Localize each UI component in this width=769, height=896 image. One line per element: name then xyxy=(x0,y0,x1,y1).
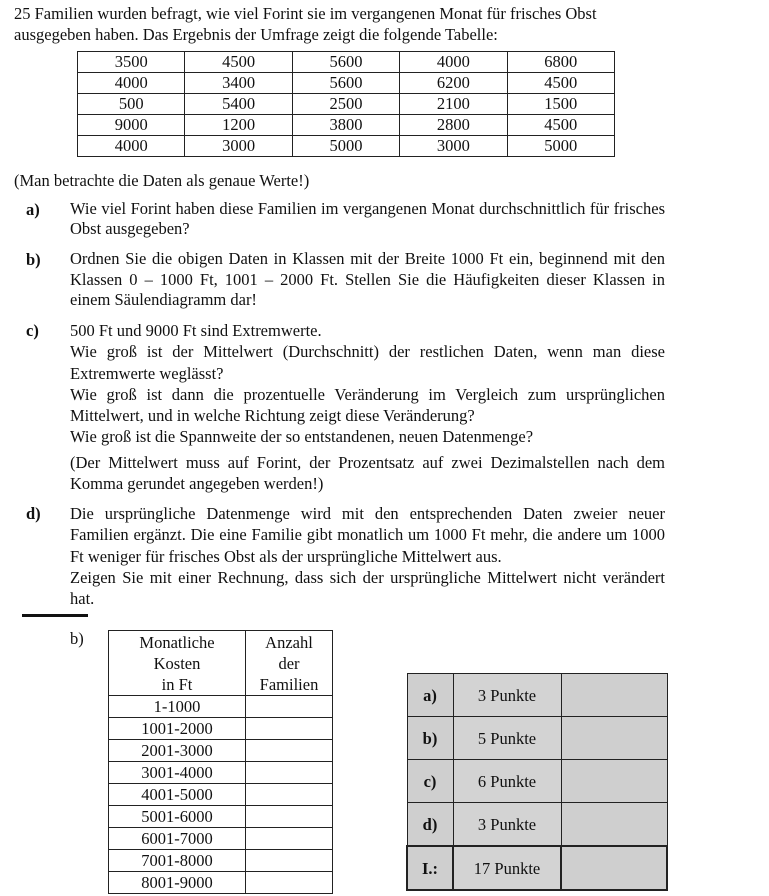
data-table-cell: 3800 xyxy=(292,115,399,136)
class-range-cell: 8001-9000 xyxy=(109,872,246,894)
points-scored-cell[interactable] xyxy=(561,674,667,717)
data-note: (Man betrachte die Daten als genaue Werte!) xyxy=(14,171,310,190)
family-count-cell[interactable] xyxy=(246,850,333,872)
data-table-cell: 5000 xyxy=(507,136,614,157)
points-max-value: 6 Punkte xyxy=(453,760,561,803)
header-costs-line-1: Monatliche xyxy=(139,633,215,652)
question-a-text: Wie viel Forint haben diese Familien im vergangenen Monat durchschnittlich für frisches Obst ausgegeben? xyxy=(70,199,665,238)
data-table-cell: 9000 xyxy=(78,115,185,136)
header-count-line-3: Familien xyxy=(259,675,319,694)
points-max-value: 5 Punkte xyxy=(453,717,561,760)
data-table-cell: 5400 xyxy=(185,94,292,115)
class-range-cell: 2001-3000 xyxy=(109,740,246,762)
data-table-cell: 5000 xyxy=(292,136,399,157)
frequency-table-row xyxy=(109,740,333,762)
points-part-label: b) xyxy=(407,717,453,760)
question-c-para-3: Wie groß ist dann die prozentuelle Veränderung im Vergleich zum ursprünglichen Mittelwert, und in welche Richtung zeigt diese Veränderung? xyxy=(70,384,665,426)
data-table-cell: 6800 xyxy=(507,52,614,73)
data-table-cell: 3400 xyxy=(185,73,292,94)
points-scored-cell[interactable] xyxy=(561,760,667,803)
frequency-table-row xyxy=(109,718,333,740)
answer-b-label: b) xyxy=(70,629,84,648)
class-range-cell: 7001-8000 xyxy=(109,850,246,872)
data-table-cell: 4000 xyxy=(78,136,185,157)
frequency-table-row xyxy=(109,784,333,806)
data-table xyxy=(77,51,615,157)
points-table-row xyxy=(407,846,667,890)
class-range-cell: 3001-4000 xyxy=(109,762,246,784)
family-count-cell[interactable] xyxy=(246,872,333,894)
question-c-letter: c) xyxy=(26,321,39,340)
family-count-cell[interactable] xyxy=(246,696,333,718)
section-divider xyxy=(22,614,88,617)
data-table-row xyxy=(78,73,615,94)
header-costs xyxy=(109,631,246,696)
points-scored-cell[interactable] xyxy=(561,803,667,847)
points-scored-cell[interactable] xyxy=(561,717,667,760)
data-table-cell: 4500 xyxy=(507,115,614,136)
family-count-cell[interactable] xyxy=(246,718,333,740)
points-table-row xyxy=(407,803,667,847)
data-table-cell: 1200 xyxy=(185,115,292,136)
points-table xyxy=(406,673,668,891)
header-count xyxy=(246,631,333,696)
data-table-row xyxy=(78,52,615,73)
header-costs-line-2: Kosten xyxy=(153,654,201,673)
data-table-cell: 5600 xyxy=(292,52,399,73)
data-table-cell: 1500 xyxy=(507,94,614,115)
intro-line-2: ausgegeben haben. Das Ergebnis der Umfrage zeigt die folgende Tabelle: xyxy=(14,25,498,44)
data-table-cell: 4500 xyxy=(507,73,614,94)
intro-line-1: 25 Familien wurden befragt, wie viel Forint sie im vergangenen Monat für frisches Obst xyxy=(14,4,597,23)
frequency-table xyxy=(108,630,333,894)
header-count-line-2: der xyxy=(278,654,300,673)
family-count-cell[interactable] xyxy=(246,784,333,806)
data-table-row xyxy=(78,136,615,157)
data-table-cell: 2800 xyxy=(400,115,507,136)
points-scored-cell[interactable] xyxy=(561,846,667,890)
frequency-table-row xyxy=(109,850,333,872)
data-table-row xyxy=(78,115,615,136)
frequency-table-header xyxy=(109,631,333,696)
points-table-row xyxy=(407,717,667,760)
data-table-cell: 500 xyxy=(78,94,185,115)
class-range-cell: 6001-7000 xyxy=(109,828,246,850)
data-table-cell: 3000 xyxy=(185,136,292,157)
data-table-cell: 4000 xyxy=(78,73,185,94)
points-part-label: d) xyxy=(407,803,453,847)
frequency-table-row xyxy=(109,806,333,828)
data-table-cell: 4500 xyxy=(185,52,292,73)
points-max-value: 17 Punkte xyxy=(453,846,561,890)
question-c-line-4: Wie groß ist die Spannweite der so entstandenen, neuen Datenmenge? xyxy=(70,427,534,447)
class-range-cell: 4001-5000 xyxy=(109,784,246,806)
data-table-row xyxy=(78,94,615,115)
family-count-cell[interactable] xyxy=(246,762,333,784)
points-max-value: 3 Punkte xyxy=(453,674,561,717)
family-count-cell[interactable] xyxy=(246,740,333,762)
data-table-cell: 3000 xyxy=(400,136,507,157)
family-count-cell[interactable] xyxy=(246,828,333,850)
question-c-line-1: 500 Ft und 9000 Ft sind Extremwerte. xyxy=(70,321,322,340)
family-count-cell[interactable] xyxy=(246,806,333,828)
points-part-label: a) xyxy=(407,674,453,717)
frequency-table-row xyxy=(109,872,333,894)
class-range-cell: 1001-2000 xyxy=(109,718,246,740)
question-c-para-2: Wie groß ist der Mittelwert (Durchschnitt) der restlichen Daten, wenn man diese Extremwerte weglässt? xyxy=(70,342,665,383)
question-c-note: (Der Mittelwert muss auf Forint, der Prozentsatz auf zwei Dezimalstellen nach dem Komma gerundet angegeben werden!) xyxy=(70,452,665,494)
data-table-cell: 2500 xyxy=(292,94,399,115)
points-table-row xyxy=(407,674,667,717)
question-d-letter: d) xyxy=(26,504,41,523)
data-table-cell: 4000 xyxy=(400,52,507,73)
data-table-cell: 6200 xyxy=(400,73,507,94)
question-d-para-1: Die ursprüngliche Datenmenge wird mit den entsprechenden Daten zweier neuer Familien ergänzt. Die eine Familie gibt monatlich um 1000 Ft mehr, die andere um 1000 Ft weniger für frisches Obst als der ursprüngliche Mittelwert aus. xyxy=(70,504,665,566)
points-part-label: c) xyxy=(407,760,453,803)
data-table-cell: 3500 xyxy=(78,52,185,73)
data-table-cell: 2100 xyxy=(400,94,507,115)
question-b-text: Ordnen Sie die obigen Daten in Klassen mit der Breite 1000 Ft ein, beginnend mit den Klassen 0 – 1000 Ft, 1001 – 2000 Ft. Stellen Sie die Häufigkeiten dieser Klassen in einem Säulendiagramm dar! xyxy=(70,249,665,309)
points-max-value: 3 Punkte xyxy=(453,803,561,847)
header-count-line-1: Anzahl xyxy=(265,633,313,652)
frequency-table-row xyxy=(109,696,333,718)
points-table-row xyxy=(407,760,667,803)
class-range-cell: 5001-6000 xyxy=(109,806,246,828)
intro-text xyxy=(14,3,664,45)
question-a-letter: a) xyxy=(26,200,40,219)
question-b-letter: b) xyxy=(26,250,41,269)
frequency-table-row xyxy=(109,762,333,784)
frequency-table-row xyxy=(109,828,333,850)
question-d-para-2: Zeigen Sie mit einer Rechnung, dass sich der ursprüngliche Mittelwert nicht verändert hat. xyxy=(70,567,665,609)
header-costs-line-3: in Ft xyxy=(161,675,193,694)
data-table-cell: 5600 xyxy=(292,73,399,94)
class-range-cell: 1-1000 xyxy=(109,696,246,718)
points-part-label: I.: xyxy=(407,846,453,890)
